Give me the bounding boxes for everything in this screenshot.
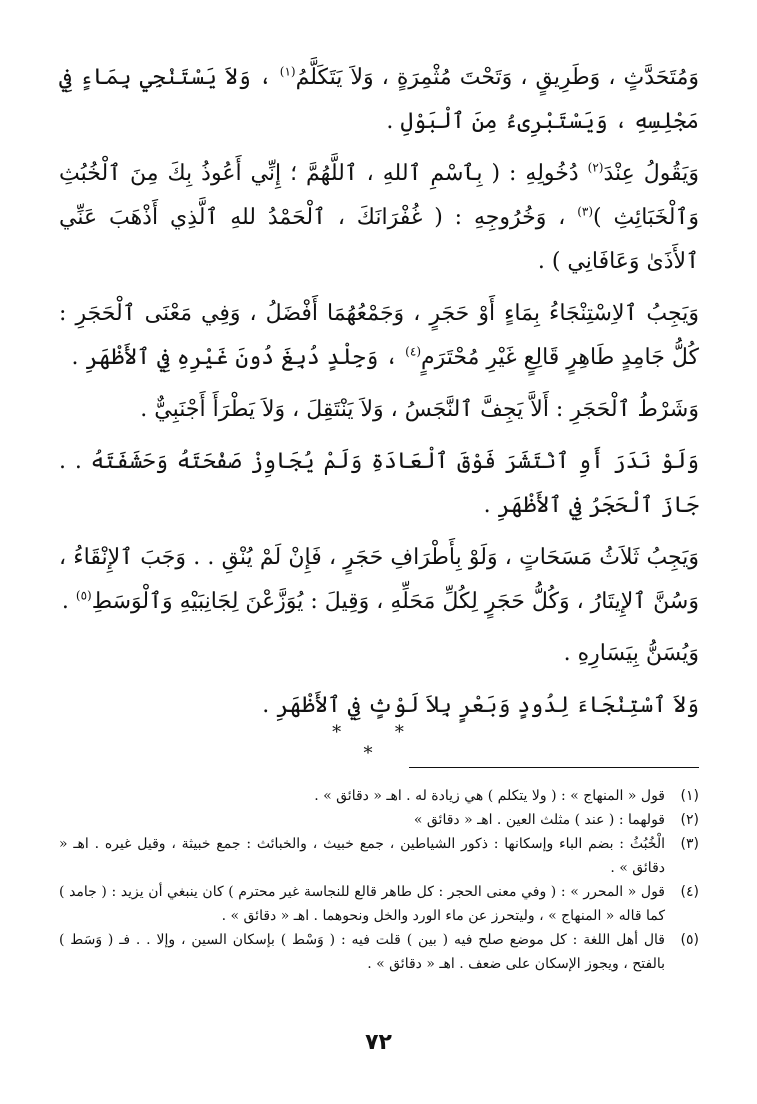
main-text <box>59 56 699 736</box>
footnote-text: قولهما : ( عند ) مثلث العين . اهـ « دقائق » <box>413 812 665 828</box>
footnote-text: قول « المحرر » : ( وفي معنى الحجر : كل طاهر قالع للنجاسة غير محترم ) كان ينبغي أن يزيد : ( جامد ) كما قاله « المنهاج » ، وليتحرز عن ماء الورد والخل ونحوهما . اهـ « دقائق » . <box>59 884 665 924</box>
footnote-4 <box>59 880 699 928</box>
text-run: دُخُولِهِ : ( بِٱسْمِ ٱللهِ ، ٱللَّهُمَّ ؛ إِنِّي أَعُوذُ بِكَ مِنَ ٱلْخُبُثِ وَٱلْخَبَائِثِ ) <box>59 161 699 230</box>
paragraph-4 <box>59 388 699 432</box>
footnote-3 <box>59 832 699 880</box>
footnote-5 <box>59 928 699 976</box>
text-run: وَيَجِبُ ٱلاِسْتِنْجَاءُ بِمَاءٍ أَوْ حَجَرٍ ، وَجَمْعُهُمَا أَفْضَلُ ، وَفِي مَعْنَى ٱلْحَجَرِ : كُلُّ جَامِدٍ طَاهِرٍ قَالِعٍ غَيْرِ مُحْتَرَمٍ <box>59 301 699 370</box>
footnote-rule <box>409 767 699 768</box>
footnote-1 <box>59 784 699 808</box>
text-run: وَلاَ ٱسْتِنْجَاءَ لِدُودٍ وَبَعْرٍ بِلاَ لَوْثٍ فِي ٱلأَظْهَرِ . <box>262 693 699 718</box>
footnote-ref-1[interactable]: (١) <box>279 64 296 79</box>
text-run: وَيَجِبُ ثَلاَثُ مَسَحَاتٍ ، وَلَوْ بِأَطْرَافِ حَجَرٍ ، فَإِنْ لَمْ يُنْقِ . . وَجَبَ ٱلإِنْقَاءُ ، وَسُنَّ ٱلإِيتَارُ ، وَكُلُّ حَجَرٍ لِكُلِّ مَحَلِّهِ ، وَقِيلَ : يُوَزَّعْنَ لِجَانِبَيْهِ وَٱلْوَسَطِ <box>59 545 699 614</box>
text-run: وَلَوْ نَدَرَ أَوِ ٱنْتَشَرَ فَوْقَ ٱلْعَادَةِ وَلَمْ يُجَاوِزْ صَفْحَتَهُ وَحَشَفَتَهُ . . جَازَ ٱلْحَجَرُ فِي ٱلأَظْهَرِ . <box>59 449 699 518</box>
text-run: ، وَخُرُوجِهِ : ( غُفْرَانَكَ ، ٱلْحَمْدُ للهِ ٱلَّذِي أَذْهَبَ عَنِّي ٱلأَذَىٰ وَعَافَانِي ) . <box>59 205 699 274</box>
text-run: وَشَرْطُ ٱلْحَجَرِ : أَلاَّ يَجِفَّ ٱلنَّجَسُ ، وَلاَ يَنْتَقِلَ ، وَلاَ يَطْرَأَ أَجْنَبِيٌّ . <box>140 397 699 422</box>
text-run: وَيَقُولُ عِنْدَ <box>603 161 699 186</box>
text-run: ، وَلاَ يَسْتَنْجِي بِمَاءٍ فِي مَجْلِسِهِ ، وَيَسْتَبْرِىءُ مِنَ ٱلْبَوْلِ . <box>59 65 699 134</box>
footnote-2 <box>59 808 699 832</box>
text-run: وَمُتَحَدَّثٍ ، وَطَرِيقٍ ، وَتَحْتَ مُثْمِرَةٍ ، وَلاَ يَتَكَلَّمُ <box>295 65 699 90</box>
footnote-ref-4[interactable]: (٤) <box>405 344 421 359</box>
footnote-number: (٣) <box>680 836 699 852</box>
footnote-text: قال أهل اللغة : كل موضع صلح فيه ( بين ) قلت فيه : ( وَسْط ) بإسكان السين ، وإلا . . فـ ( وَسَط ) بالفتح ، ويجوز الإسكان على ضعف . اهـ « دقائق » . <box>59 932 665 972</box>
page-number: ٧٢ <box>365 1030 392 1055</box>
text-run: ، وَجِلْدٍ دُبِغَ دُونَ غَيْرِهِ فِي ٱلأَظْهَرِ . <box>71 345 406 370</box>
footnote-number: (٢) <box>680 812 699 828</box>
text-run: وَيُسَنُّ بِيَسَارِهِ . <box>563 641 699 666</box>
footnote-text: قول « المنهاج » : ( ولا يتكلم ) هي زيادة له . اهـ « دقائق » . <box>314 788 665 804</box>
footnote-number: (٤) <box>680 884 699 900</box>
footnote-number: (٥) <box>680 932 699 948</box>
footnote-ref-2[interactable]: (٢) <box>587 160 604 175</box>
paragraph-6 <box>59 536 699 624</box>
paragraph-7 <box>59 632 699 676</box>
paragraph-5 <box>59 440 699 528</box>
footnotes <box>59 784 699 976</box>
footnote-text: الْخُبُثُ : بضم الباء وإسكانها : ذكور الشياطين ، جمع خبيث ، والخبائث : جمع خبيثة ، وقيل غيره . اهـ « دقائق » . <box>59 836 665 876</box>
text-run: . <box>61 589 76 614</box>
paragraph-2 <box>59 152 699 284</box>
footnote-ref-3[interactable]: (٣) <box>577 204 594 219</box>
paragraph-1 <box>59 56 699 144</box>
paragraph-3 <box>59 292 699 380</box>
section-separator: * * * <box>332 722 428 764</box>
footnote-number: (١) <box>680 788 699 804</box>
footnote-ref-5[interactable]: (٥) <box>75 588 92 603</box>
